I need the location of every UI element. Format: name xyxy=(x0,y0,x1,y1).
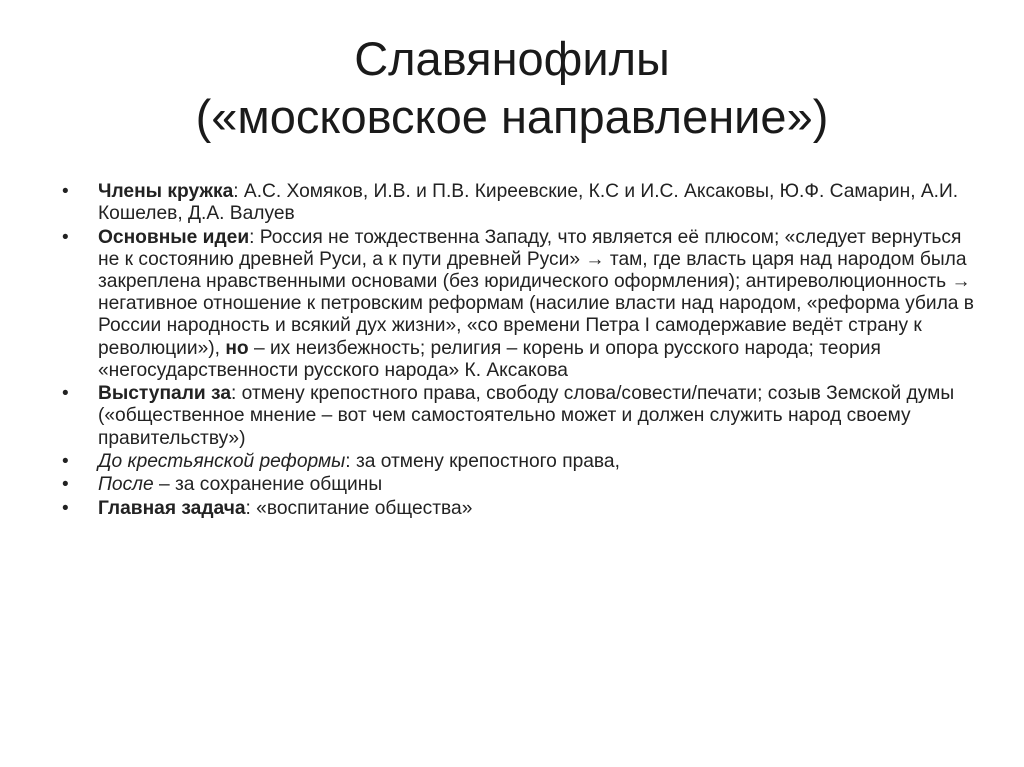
bullet-item-main-ideas xyxy=(62,227,977,382)
bullet-dot: • xyxy=(62,181,69,202)
bullet-lead: После xyxy=(98,474,154,496)
bullet-text: : Россия не тождественна Западу, что является её плюсом; «следует вернуться не к состоянию древней Руси, а к пути древней Руси» → там, где власть царя над народом была закреплена нравственными основами (без юридического оформления); антиреволюционность → негативное отношение к петровским реформам (насилие власти над народом, «реформа убила в России народность и всякий дух жизни», «со времени Петра I самодержавие ведёт страну к революции»), xyxy=(98,226,974,359)
bullet-item-advocated-for xyxy=(62,383,977,450)
slide-title xyxy=(0,30,1024,146)
bullet-lead: Основные идеи xyxy=(98,226,250,248)
title-line-2: («московское направление») xyxy=(195,90,829,143)
bullet-dot: • xyxy=(62,474,69,496)
bullet-dot: • xyxy=(62,451,69,472)
bullet-lead: До крестьянской реформы xyxy=(98,451,346,472)
bullet-text: : отмену крепостного права, свободу слова/совести/печати; созыв Земской думы («общественное мнение – вот чем самостоятельно может и должен служить народ своему правительству») xyxy=(98,383,955,449)
bullet-text: : А.С. Хомяков, И.В. и П.В. Киреевские, К.С и И.С. Аксаковы, Ю.Ф. Самарин, А.И. Кошелев, Д.А. Валуев xyxy=(98,181,959,225)
bullet-lead: Главная задача xyxy=(98,497,246,519)
bullet-text: : за отмену крепостного права, xyxy=(345,451,620,472)
bullet-dot: • xyxy=(62,226,69,248)
bullet-item-main-task xyxy=(62,498,977,520)
title-line-1: Славянофилы xyxy=(354,32,670,85)
bullet-text-continued: – их неизбежность; религия – корень и опора русского народа; теория «негосударственности русского народа» К. Аксакова xyxy=(98,337,881,381)
bullet-list xyxy=(62,181,977,521)
bullet-text: : «воспитание общества» xyxy=(245,497,473,519)
bullet-dot: • xyxy=(62,383,69,405)
bullet-item-members xyxy=(62,181,977,225)
bullet-lead: Члены кружка xyxy=(98,181,234,202)
bullet-dot: • xyxy=(62,497,69,519)
bullet-lead: Выступали за xyxy=(98,383,231,405)
bullet-item-after-reform xyxy=(62,474,977,496)
bullet-bold-word: но xyxy=(225,337,249,359)
bullet-text: – за сохранение общины xyxy=(153,474,383,496)
bullet-item-before-reform xyxy=(62,451,977,473)
